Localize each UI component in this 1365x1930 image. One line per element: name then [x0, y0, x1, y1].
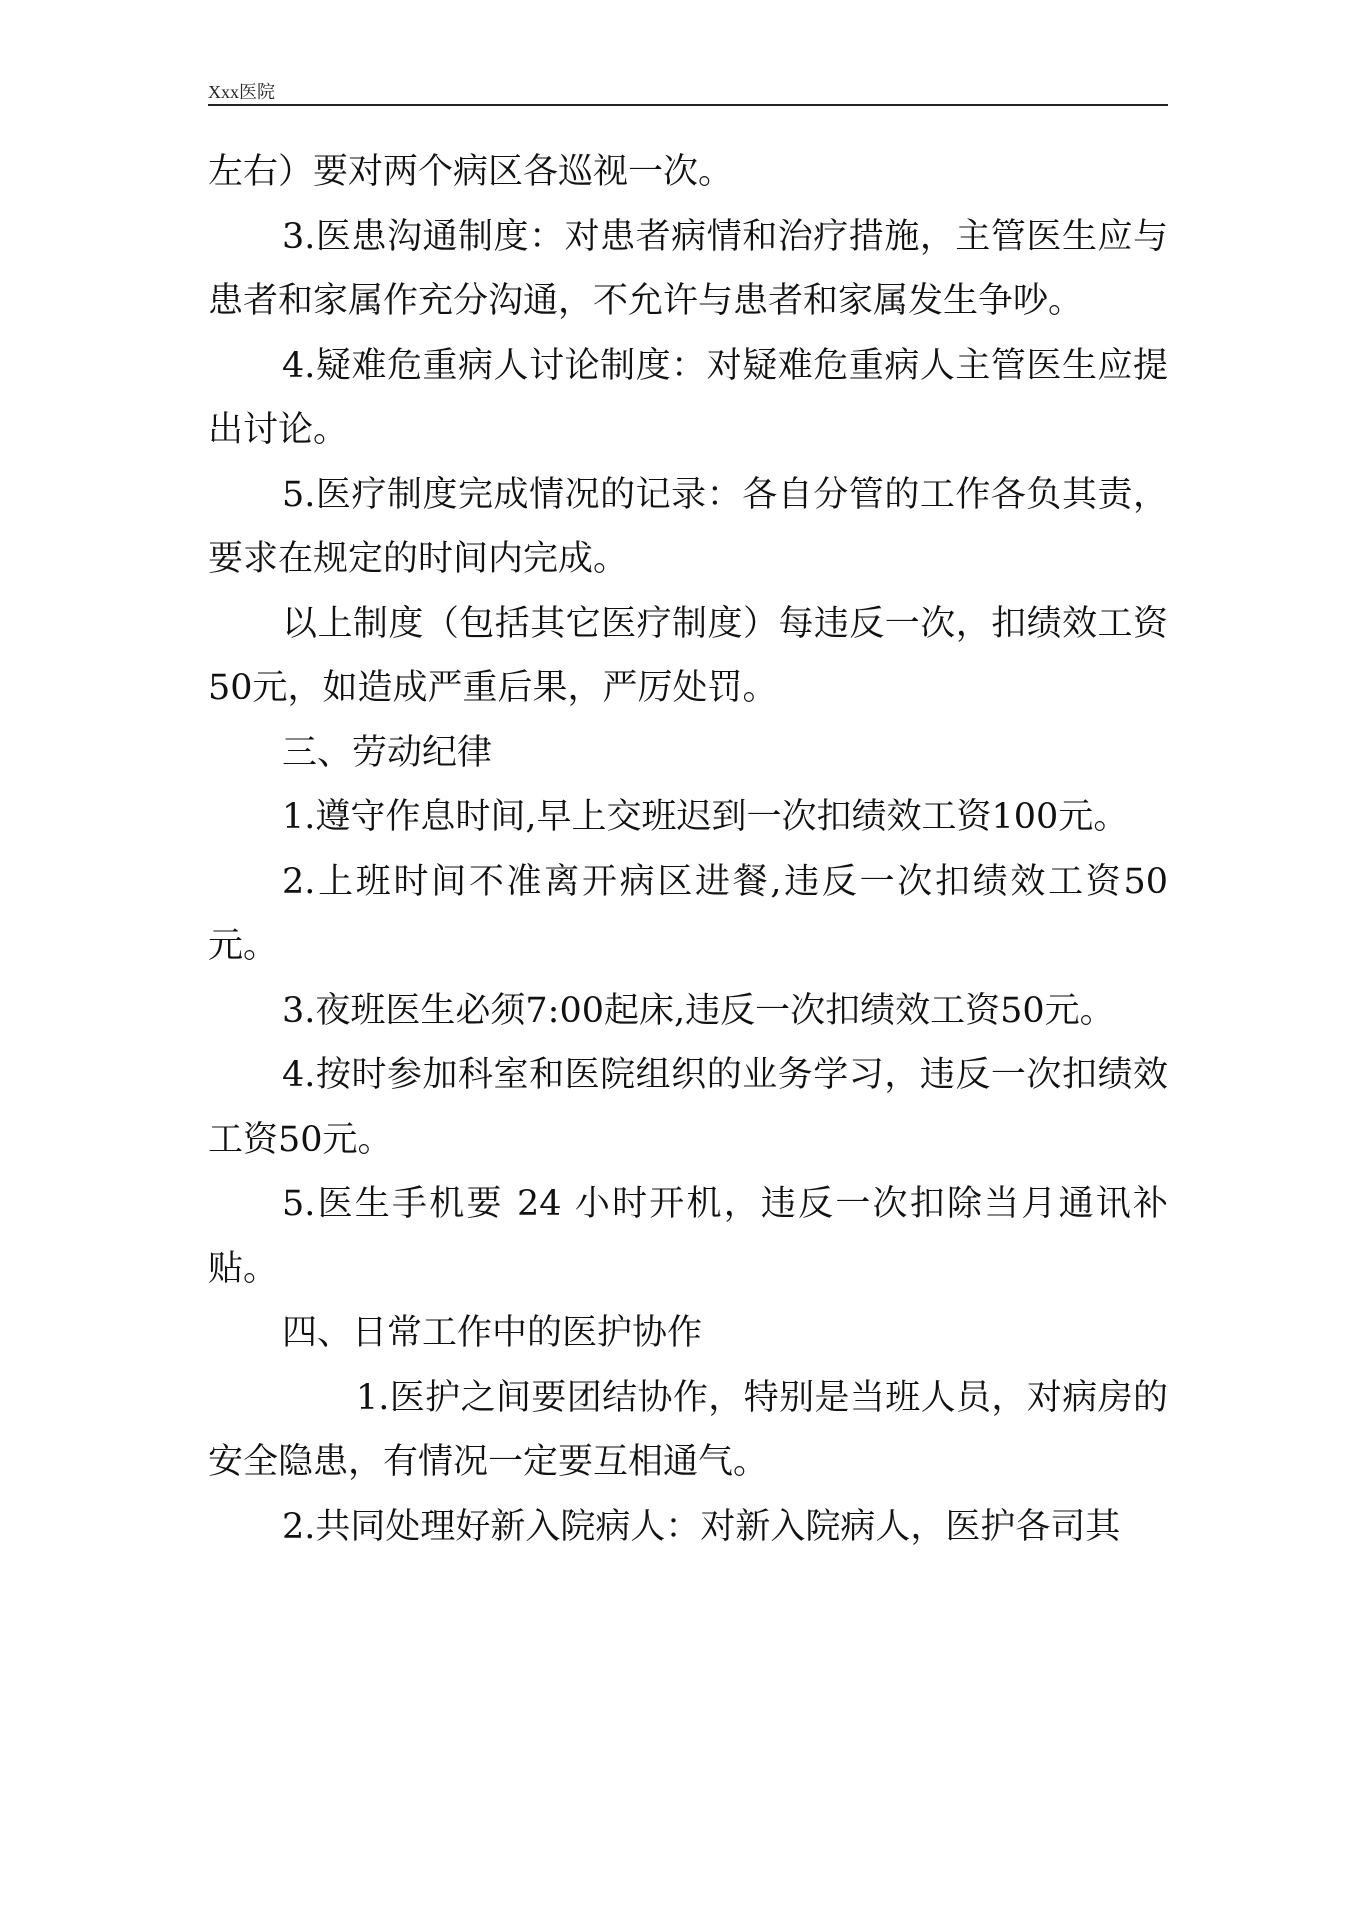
page-header: [208, 78, 1168, 106]
paragraph: 4.疑难危重病人讨论制度：对疑难危重病人主管医生应提出讨论。: [208, 345, 1168, 450]
section-heading: 三、劳动纪律: [282, 732, 493, 773]
paragraph: 以上制度（包括其它医疗制度）每违反一次，扣绩效工资50元，如造成严重后果，严厉处罚。: [208, 603, 1168, 708]
paragraph: 左右）要对两个病区各巡视一次。: [208, 152, 734, 192]
paragraph: 5.医生手机要 24 小时开机，违反一次扣除当月通讯补贴。: [208, 1184, 1168, 1289]
header-title: Xxx医院: [208, 82, 275, 102]
paragraph: 2.共同处理好新入院病人：对新入院病人，医护各司其: [282, 1506, 1121, 1547]
paragraph: 3.夜班医生必须7:00起床,违反一次扣绩效工资50元。: [282, 990, 1115, 1031]
paragraph: 2.上班时间不准离开病区进餐,违反一次扣绩效工资50元。: [208, 861, 1168, 966]
document-body: [208, 140, 1168, 1559]
paragraph: 3.医患沟通制度：对患者病情和治疗措施，主管医生应与患者和家属作充分沟通，不允许与患者和家属发生争吵。: [208, 216, 1168, 321]
paragraph: 1.医护之间要团结协作，特别是当班人员，对病房的安全隐患，有情况一定要互相通气。: [208, 1377, 1168, 1482]
paragraph: 4.按时参加科室和医院组织的业务学习，违反一次扣绩效工资50元。: [208, 1055, 1168, 1160]
paragraph: 1.遵守作息时间,早上交班迟到一次扣绩效工资100元。: [282, 797, 1129, 837]
paragraph: 5.医疗制度完成情况的记录：各自分管的工作各负其责，要求在规定的时间内完成。: [208, 474, 1168, 579]
section-heading: 四、日常工作中的医护协作: [282, 1313, 703, 1353]
